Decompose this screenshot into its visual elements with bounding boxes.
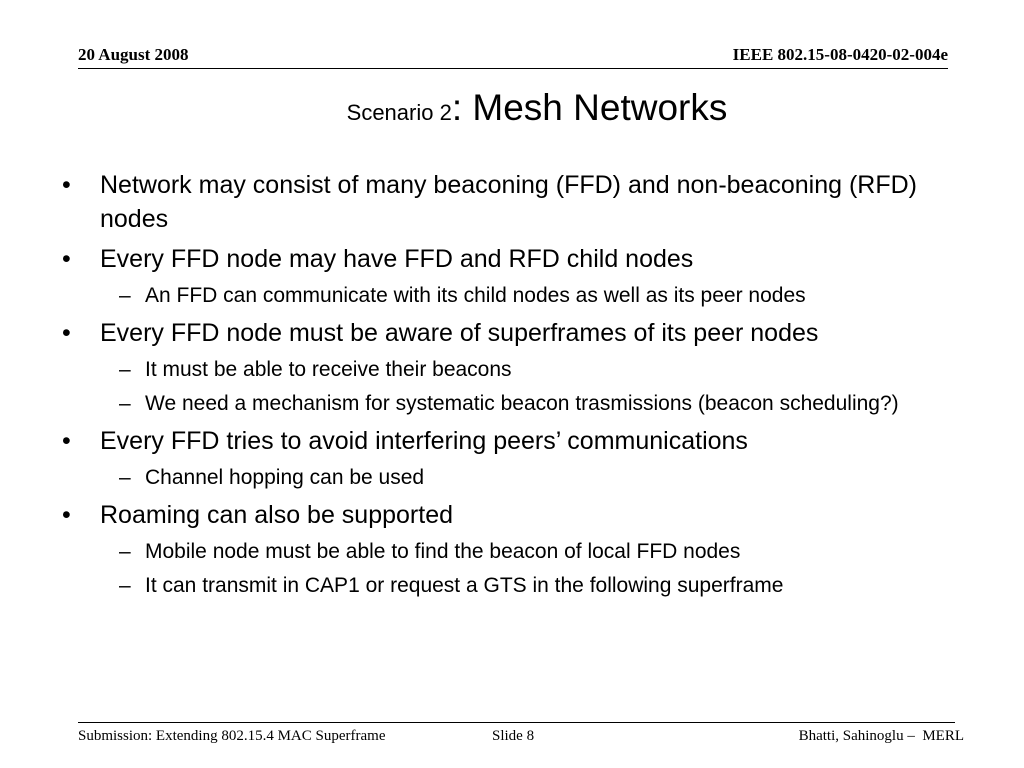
sub-bullet-marker: –: [119, 466, 131, 489]
sub-bullet-item: [0, 280, 945, 312]
footer-divider: [78, 722, 955, 723]
footer-submission: Submission: Extending 802.15.4 MAC Superframe: [78, 728, 386, 744]
slide-title-main: : Mesh Networks: [451, 87, 728, 128]
footer-slide-number: Slide 8: [492, 728, 535, 744]
bullet-item: [0, 424, 960, 458]
bullet-text: Every FFD tries to avoid interfering peers’ communications: [100, 427, 748, 455]
sub-bullet-item: [0, 354, 945, 386]
bullet-item: [0, 498, 960, 532]
sub-bullet-marker: –: [119, 358, 131, 381]
bullet-marker: •: [62, 319, 71, 347]
footer-authors: Bhatti, Sahinoglu – MERL: [798, 728, 964, 744]
bullet-text: Every FFD node may have FFD and RFD child nodes: [100, 245, 694, 273]
sub-bullet-text: Mobile node must be able to find the beacon of local FFD nodes: [145, 540, 741, 563]
sub-bullet-marker: –: [119, 540, 131, 563]
sub-bullet-item: [0, 388, 945, 420]
bullet-list: [0, 168, 1024, 606]
sub-bullet-marker: –: [119, 392, 131, 415]
sub-bullet-marker: –: [119, 284, 131, 307]
sub-bullet-text: An FFD can communicate with its child nodes as well as its peer nodes: [145, 284, 806, 307]
bullet-item: [0, 168, 960, 236]
bullet-item: [0, 242, 960, 276]
sub-bullet-text: It must be able to receive their beacons: [145, 358, 512, 381]
header-document-id: IEEE 802.15-08-0420-02-004e: [732, 45, 948, 64]
sub-bullet-text: Channel hopping can be used: [145, 466, 425, 489]
sub-bullet-item: [0, 536, 945, 568]
bullet-item: [0, 316, 960, 350]
bullet-marker: •: [62, 171, 71, 199]
sub-bullet-marker: –: [119, 574, 131, 597]
header-date: 20 August 2008: [78, 45, 189, 64]
header-divider: [78, 68, 948, 69]
bullet-marker: •: [62, 245, 71, 273]
bullet-text: Every FFD node must be aware of superframes of its peer nodes: [100, 319, 819, 347]
bullet-text: Network may consist of many beaconing (FFD) and non-beaconing (RFD) nodes: [100, 171, 918, 233]
bullet-text: Roaming can also be supported: [100, 501, 454, 529]
slide-title-prefix: Scenario 2: [346, 100, 452, 125]
sub-bullet-item: [0, 570, 945, 602]
slide-title: [0, 82, 1024, 142]
bullet-marker: •: [62, 501, 71, 529]
sub-bullet-text: It can transmit in CAP1 or request a GTS in the following superframe: [145, 574, 784, 597]
sub-bullet-text: We need a mechanism for systematic beacon trasmissions (beacon scheduling?): [145, 392, 899, 415]
bullet-marker: •: [62, 427, 71, 455]
sub-bullet-item: [0, 462, 945, 494]
